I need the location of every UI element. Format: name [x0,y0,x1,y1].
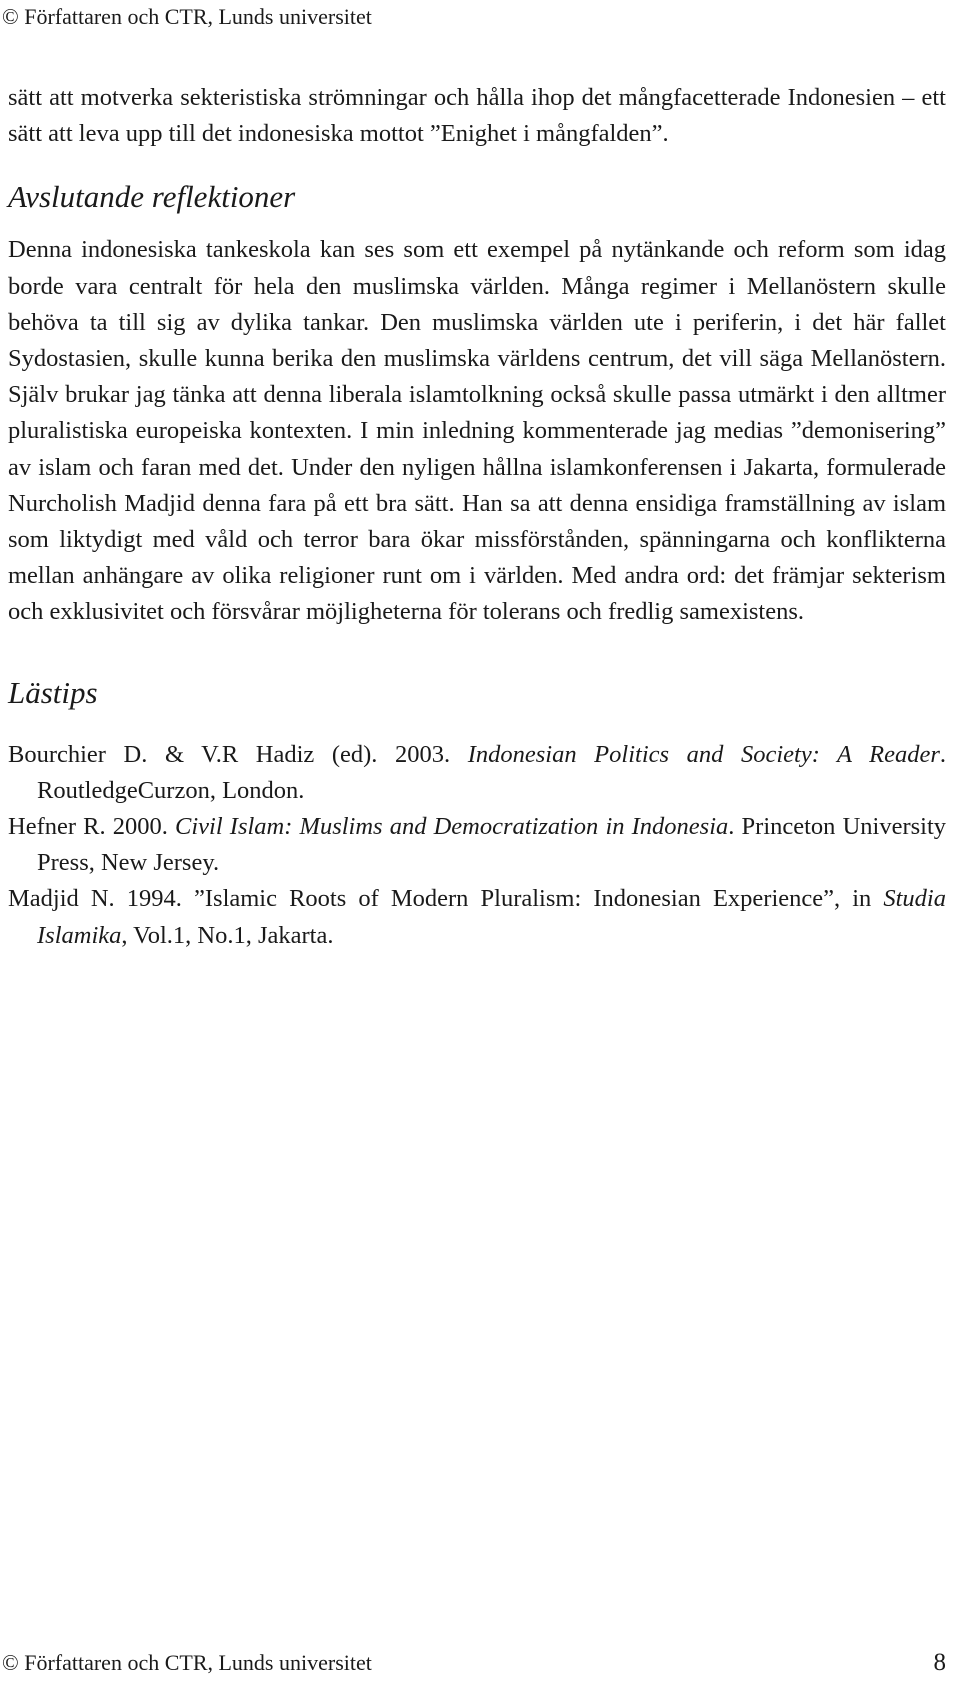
section-heading-reflections: Avslutande reflektioner [8,179,296,215]
reference-list [8,737,946,954]
reference-title: Civil Islam: Muslims and Democratization in Indonesia [175,813,729,841]
running-header: © Författaren och CTR, Lunds universitet [2,4,372,29]
reference-publisher: . RoutledgeCurzon, London. [37,740,946,804]
reflections-paragraph: Denna indonesiska tankeskola kan ses som ett exempel på nytänkande och reform som idag borde vara centralt för hela den muslimska världen. Många regimer i Mellanöstern skulle behöva ta till sig av dylika tankar. Den muslimska världen ute i periferin, i det här fallet Sydostasien, skulle kunna berika den muslimska världens centrum, det vill säga Mellanöstern. Själv brukar jag tänka att denna liberala islamtolkning också skulle passa utmärkt i den alltmer pluralistiska europeiska kontexten. I min inledning kommenterade jag medias ”demonisering” av islam och faran med det. Under den nyligen hållna islamkonferensen i Jakarta, formulerade Nurcholish Madjid denna fara på ett bra sätt. Han sa att denna ensidiga framställning av islam som liktydigt med våld och terror bara ökar missförstånden, spänningarna och konflikterna mellan anhängare av olika religioner runt om i världen. Med andra ord: det främjar sekterism och exklusivitet och försvårar möjligheterna för tolerans och fredlig samexistens. [8,236,946,626]
continuation-paragraph: sätt att motverka sekteristiska strömningar och hålla ihop det mångfacetterade Indonesien – ett sätt att leva upp till det indonesiska mottot ”Enighet i mångfalden”. [8,84,946,148]
running-footer [2,1648,946,1678]
footer-text: © Författaren och CTR, Lunds universitet [2,1650,372,1675]
reference-details: , Vol.1, No.1, Jakarta. [121,921,334,949]
reference-author: Madjid N. 1994. ”Islamic Roots of Modern Pluralism: Indonesian Experience”, in [8,885,884,913]
reference-publisher: . Princeton University Press, New Jersey. [37,813,946,877]
reference-item [8,809,946,881]
reference-title: Indonesian Politics and Society: A Reader [467,740,940,768]
section-heading-reading-tips: Lästips [8,674,98,710]
reference-item [8,737,946,809]
reference-author: Bourchier D. & V.R Hadiz (ed). 2003. [8,740,468,768]
reference-journal: Studia Islamika [37,885,946,949]
reference-author: Hefner R. 2000. [8,813,176,841]
page-number: 8 [933,1649,946,1676]
page-content [8,80,946,954]
reference-item [8,881,946,953]
